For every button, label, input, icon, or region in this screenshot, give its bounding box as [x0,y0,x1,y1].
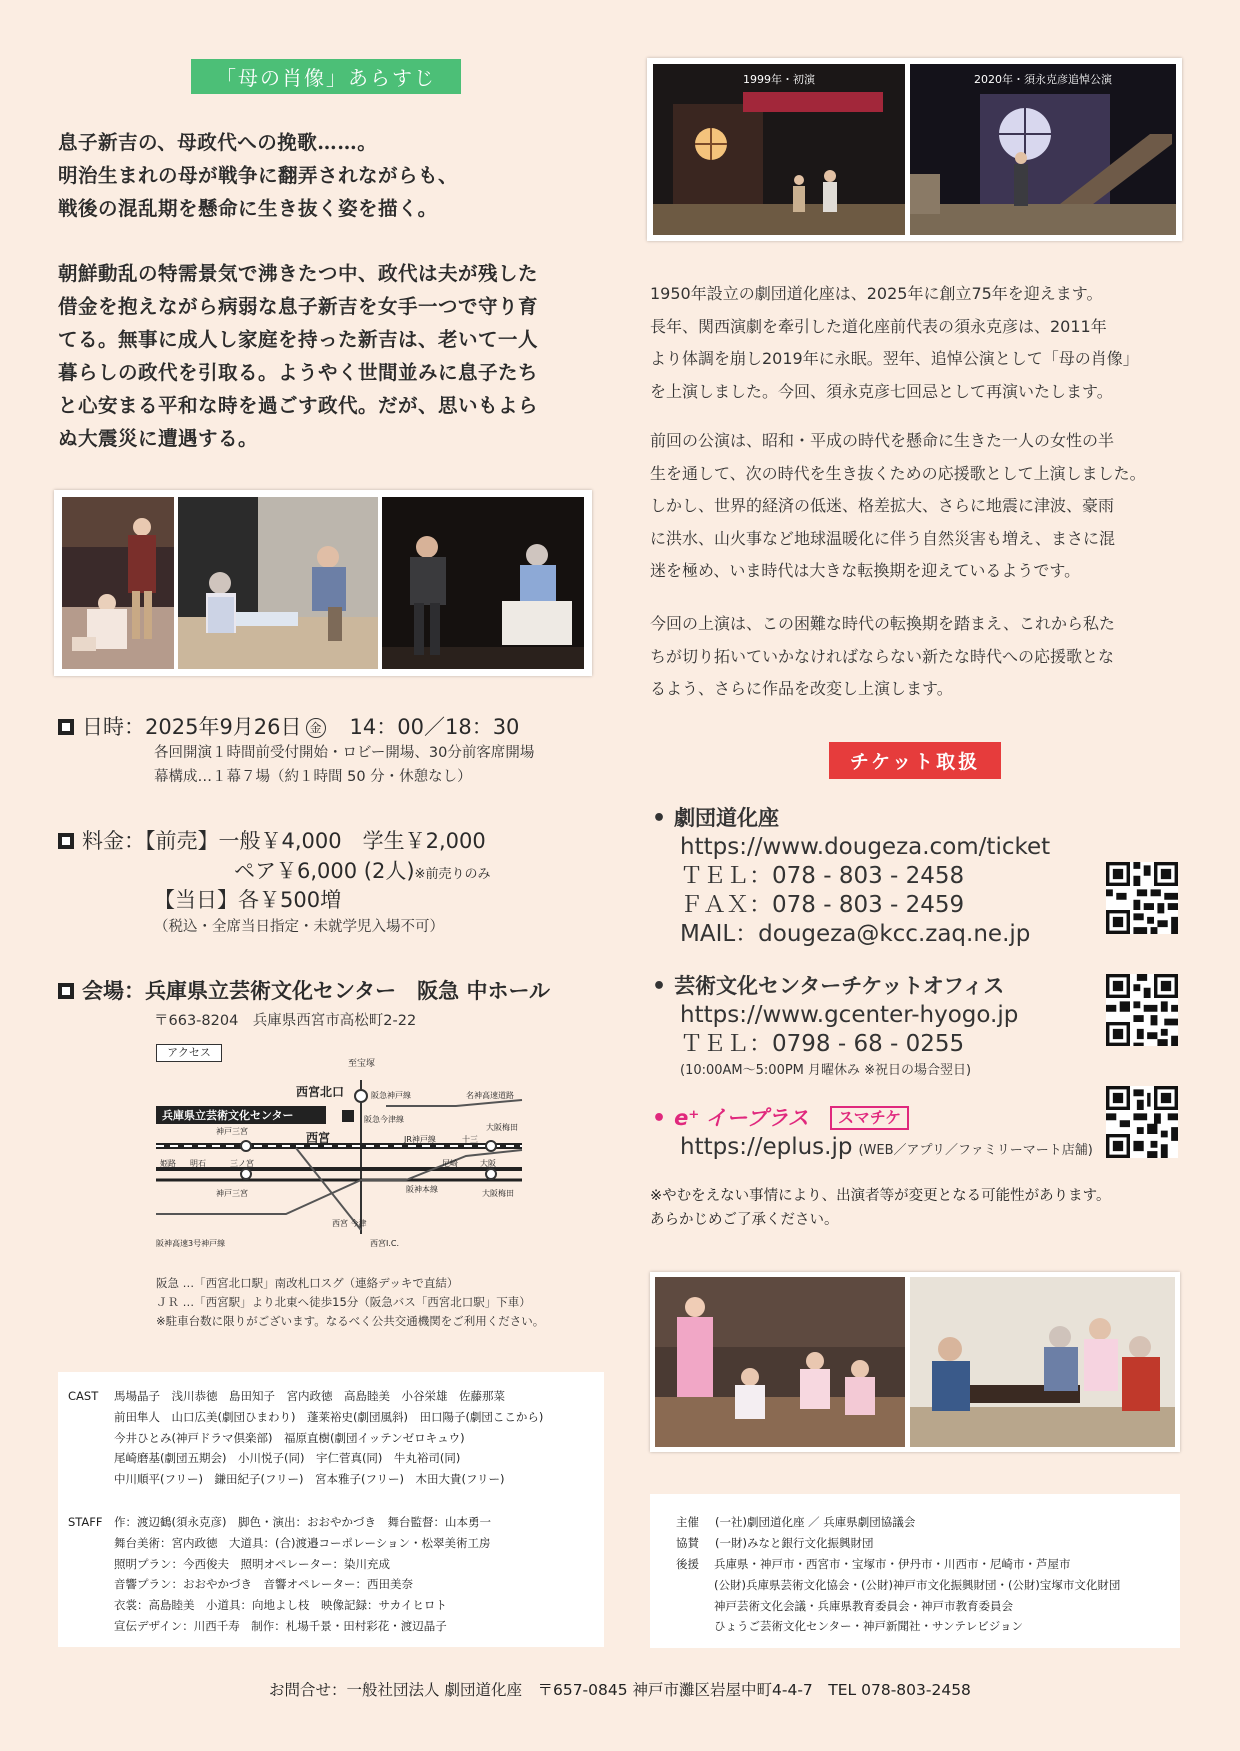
map-label-osaka-umeda-top: 大阪梅田 [486,1123,518,1132]
cast-list: 馬場晶子 浅川恭徳 島田知子 宮内政徳 高島睦美 小谷栄雄 佐藤那菜 前田隼人 山口広美(劇団ひまわり) 蓬莱裕史(劇団風斜) 田口陽子(劇団ここから) 今井ひとみ(神戸ドラマ倶楽部) 福原直樹(劇団イッテンゼロキュウ) 尾崎磨基(劇団五期会) 小川悦子(同) 宇仁菅真(同) 牛丸裕司(同) 中川順平(フリー) 鎌田紀子(フリー) 宮本雅子(フリー) 木田大貴(フリー) [114,1389,544,1487]
bullet-dot-icon: • [652,806,667,831]
past-performance-photos [647,58,1182,241]
map-label-shiho: 至宝塚 [348,1059,376,1069]
staff-label: STAFF [68,1515,103,1529]
map-label-osaka: 大阪 [480,1159,496,1168]
caption-1999: 1999年・初演 [743,73,815,86]
eplus-url[interactable]: https://eplus.jp [680,1134,853,1160]
access-label: アクセス [156,1044,222,1062]
gcenter-hours: (10:00AM〜5:00PM 月曜休み ※祝日の場合翌日) [680,1063,972,1078]
map-label-sannomiya: 三ノ宮 [230,1159,254,1168]
map-label-osaka-umeda-bottom: 大阪梅田 [482,1189,514,1198]
map-label-meishin: 名神高速道路 [466,1091,514,1100]
ticket-heading: チケット取扱 [829,742,1001,779]
qr-code-dougeza-icon[interactable] [1106,862,1178,934]
ticket-org-dougeza: • 劇団道化座 https://www.dougeza.com/ticket ＴＥＬ：078 - 803 - 2458 ＦＡＸ：078 - 803 - 2459 MAIL：dougeza@kcc.zaq.ne.jp [652,806,1051,947]
cast-label: CAST [68,1389,99,1403]
dougeza-fax: ＦＡＸ：078 - 803 - 2459 [680,892,965,918]
weekday-badge: 金 [306,718,326,738]
fee-line-2: ペア￥6,000 (2人)※前売りのみ [234,859,491,883]
fee-row: 料金：【前売】一般￥4,000 学生￥2,000 [58,826,486,856]
synopsis-para1: 息子新吉の、母政代への挽歌……。 明治生まれの母が戦争に翻弄されながらも、 戦後の混乱期を懸命に生き抜く姿を描く。 [58,131,459,220]
staff-list: 作：渡辺鶴(須永克彦) 脚色・演出：おおやかづき 舞台監督：山本勇一 舞台美術：宮内政徳 大道具：(合)渡邉コーポレーション・松翠美術工房 照明プラン：今西俊夫 照明オペレーター：染川充成 音響プラン：おおやかづき 音響オペレーター：西田美奈 衣裳：高島睦美 小道具：向地よし枝 映像記録：サカイヒロト 宣伝デザイン：川西千寿 制作：札場千景・田村彩花・渡辺晶子 [114,1515,491,1633]
photo-1999 [653,64,905,235]
date-value: 2025年9月26日 [145,715,302,739]
dougeza-mail[interactable]: MAIL：dougeza@kcc.zaq.ne.jp [680,921,1031,947]
dougeza-url[interactable]: https://www.dougeza.com/ticket [680,834,1051,860]
smartticket-badge: スマチケ [830,1106,909,1130]
date-note-1: 各回開演１時間前受付開始・ロビー開場、30分前客席開場 [154,745,535,761]
scene-photos-left [54,490,592,676]
fee-note: （税込・全席当日指定・未就学児入場不可） [154,919,444,935]
dougeza-tel: ＴＥＬ：078 - 803 - 2458 [680,863,965,889]
photo-2020 [910,64,1176,235]
bullet-dot-icon: • [652,974,667,999]
map-label-kobe-sannomiya-top: 神戸三宮 [216,1127,248,1136]
map-label-juso: 十三 [462,1135,478,1144]
caption-2020: 2020年・須永克彦追悼公演 [974,73,1112,86]
bullet-dot-icon: • [652,1106,667,1131]
venue-row: 会場：兵庫県立芸術文化センター 阪急 中ホール [58,976,550,1006]
backing-list: 兵庫県・神戸市・西宮市・宝塚市・伊丹市・川西市・尼崎市・芦屋市 (公財)兵庫県芸術文化協会・(公財)神戸市文化振興財団・(公財)宝塚市文化財団 神戸芸術文化会議・兵庫県教育委員会・神戸市教育委員会 ひょうご芸術文化センター・神戸新聞社・サンテレビジョン [714,1557,1121,1634]
access-map [156,1050,526,1250]
scene-photo-1 [62,497,174,669]
qr-code-eplus-icon[interactable] [1106,1086,1178,1158]
date-note-2: 幕構成…１幕７場（約１時間 50 分・休憩なし） [154,769,472,785]
scene-photos-right [650,1272,1180,1452]
sponsors-box [650,1494,1180,1648]
map-label-kobe-sannomiya-bottom: 神戸三宮 [216,1189,248,1198]
backing-label: 後援 [676,1557,699,1571]
map-label-venue: 兵庫県立芸術文化センター [162,1109,294,1122]
map-label-nishinomiya-imazu: 西宮 今津 [332,1219,367,1228]
ticket-org-eplus: • e⁺ イープラス スマチケ https://eplus.jp (WEB／アプリ／ファミリーマート店舗) [652,1106,1093,1160]
about-para2: 前回の公演は、昭和・平成の時代を懸命に生きた一人の女性の半 生を通して、次の時代を生き抜くための応援歌として上演しました。 しかし、世界的経済の低迷、格差拡大、さらに地震に津波、豪雨 に洪水、山火事など地球温暖化に伴う自然災害も増え、まさに混 迷を極め、いま時代は大きな転換期を迎えているようです。 [650,431,1146,580]
host-row: 主催 (一社)劇団道化座 ／ 兵庫県劇団協議会 [676,1515,916,1529]
synopsis-heading: 「母の肖像」あらすじ [191,59,461,94]
square-bullet-icon [58,833,74,849]
synopsis-para2: 朝鮮動乱の特需景気で沸きたつ中、政代は夫が残した 借金を抱えながら病弱な息子新吉を女手一つで守り育 てる。無事に成人し家庭を持った新吉は、老いて一人 暮らしの政代を引取る。ようやく世間並みに息子たち と心安まる平和な時を過ごす政代。だが、思いもよら ぬ大震災に遭遇する。 [58,262,539,450]
eplus-logo-icon: e⁺ [674,1106,700,1130]
scene-photo-5 [910,1277,1175,1447]
map-label-hanshin-expressway: 阪神高速3号神戸線 [156,1239,226,1248]
change-notice: ※やむをえない事情により、出演者等が変更となる可能性があります。 あらかじめご了承ください。 [650,1188,1111,1228]
footer-contact: お問合せ：一般社団法人 劇団道化座 〒657-0845 神戸市灘区岩屋中町4-4-7 TEL 078-803-2458 [269,1681,971,1699]
eplus-note: (WEB／アプリ／ファミリーマート店舗) [858,1143,1093,1158]
gcenter-tel: ＴＥＬ：0798 - 68 - 0255 [680,1031,965,1057]
access-notes: 阪急 …「西宮北口駅」南改札口スグ（連絡デッキで直結） ＪＲ …「西宮駅」より北東へ徒歩15分（阪急バス「西宮北口駅」下車） ※駐車台数に限りがございます。なるべく公共交通機関をご利用ください。 [156,1276,545,1328]
map-label-nishinomiya: 西宮 [306,1131,331,1145]
credits-box [58,1372,604,1647]
qr-code-gcenter-icon[interactable] [1106,974,1178,1046]
gcenter-url[interactable]: https://www.gcenter-hyogo.jp [680,1002,1019,1028]
map-label-jr: JR神戸線 [404,1135,436,1144]
map-label-himeji: 姫路 [160,1159,176,1168]
about-para1: 1950年設立の劇団道化座は、2025年に創立75年を迎えます。 長年、関西演劇を牽引した道化座前代表の須永克彦は、2011年 より体調を崩し2019年に永眠。翌年、追悼公演として「母の肖像」 を上演しました。今回、須永克彦七回忌として再演いたします。 [650,284,1139,401]
map-label-amagasaki: 尼崎 [442,1159,458,1168]
map-label-hankyu-imazusen: 阪急今津線 [364,1115,404,1124]
map-label-hankyu-kobe: 阪急神戸線 [371,1091,411,1100]
date-row: 日時：2025年9月26日 金 14：00／18：30 [58,712,519,742]
square-bullet-icon [58,983,74,999]
map-label-nishinomiya-ic: 西宮I.C. [370,1239,400,1248]
venue-address: 〒663-8204 兵庫県西宮市高松町2-22 [154,1013,417,1029]
about-para3: 今回の上演は、この困難な時代の転換期を踏まえ、これから私た ちが切り拓いていかなければならない新たな時代への応援歌とな るよう、さらに作品を改変し上演します。 [650,614,1115,698]
scene-photo-3 [382,497,584,669]
support-row: 協賛 (一財)みなと銀行文化振興財団 [676,1536,874,1550]
map-label-nishinomiya-kitaguchi: 西宮北口 [296,1085,345,1099]
square-bullet-icon [58,719,74,735]
ticket-org-gcenter: • 芸術文化センターチケットオフィス https://www.gcenter-hyogo.jp ＴＥＬ：0798 - 68 - 0255 (10:00AM〜5:00PM 月曜休み ※祝日の場合翌日) [652,972,1018,1083]
scene-photo-4 [655,1277,905,1447]
map-label-hanshin-main: 阪神本線 [406,1185,438,1194]
map-label-akashi: 明石 [190,1159,206,1168]
fee-line-3: 【当日】各￥500増 [154,888,342,912]
scene-photo-2 [178,497,378,669]
